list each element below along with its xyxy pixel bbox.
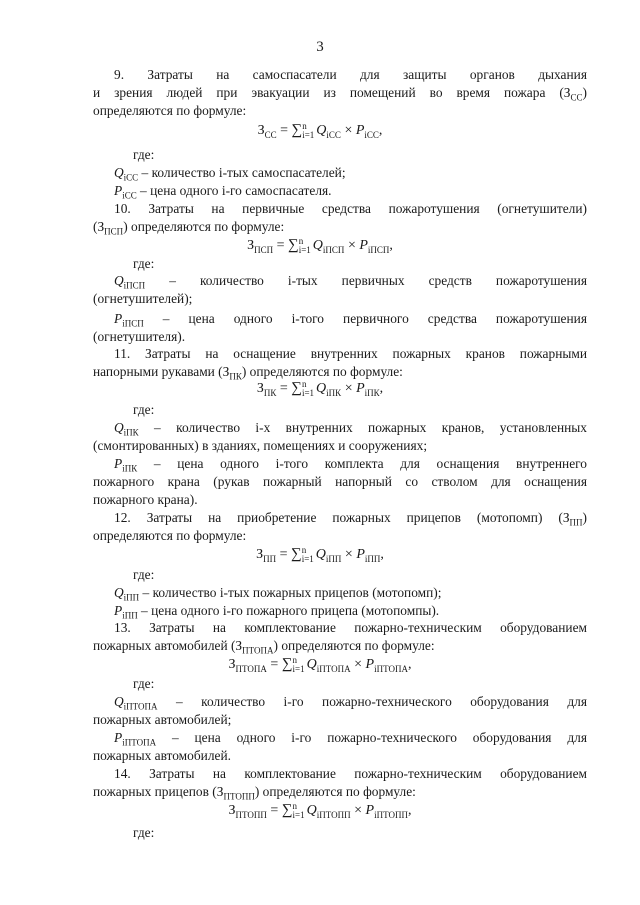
s9-line-1: 9. Затраты на самоспасатели для защиты органов дыхания (114, 67, 587, 82)
s12-line-1: 12. Затраты на приобретение пожарных прицепов (мотопомп) $(З_{ПП})$ (114, 510, 587, 528)
s10-def-p-cont: (огнетушителя). (93, 329, 186, 344)
s10-def-p: $P_{iПСП}$ – цена одного i-того первичного средства пожаротушения (114, 311, 587, 329)
s10-where-label: где: (133, 256, 155, 271)
s9-def-q: $Q_{iСС}$ – количество i-тых самоспасателей; (114, 165, 346, 183)
s10-def-q-cont: (огнетушителей); (93, 291, 193, 306)
s13-line-2: пожарных автомобилей $(З_{ПТОПА})$ определяются по формуле: (93, 638, 435, 656)
s11-def-q: $Q_{iПК}$ – количество i-х внутренних пожарных кранов, установленных (114, 420, 587, 438)
s11-line-1: 11. Затраты на оснащение внутренних пожарных кранов пожарными (114, 346, 587, 361)
s9-formula: $З_{СС}$ = ∑ n i=1 $Q_{iСС} \times P_{iСС}$, (257, 121, 383, 141)
s12-formula: $З_{ПП}$ = ∑ n i=1 $Q_{iПП} \times P_{iПП}$, (256, 545, 384, 565)
s14-line-2: пожарных прицепов $(З_{ПТОПП})$ определяются по формуле: (93, 784, 416, 802)
s14-where-label: где: (133, 825, 155, 840)
s11-line-2: напорными рукавами $(З_{ПК})$ определяются по формуле: (93, 364, 403, 382)
s9-line-2: и зрения людей при эвакуации из помещений во время пожара $(З_{СС})$ (93, 85, 587, 103)
s11-def-q-cont: (смонтированных) в зданиях, помещениях и сооружениях; (93, 438, 428, 453)
s11-def-p-cont: пожарного крана (рукав пожарный напорный со стволом для оснащения (93, 474, 587, 489)
page-number: 3 (316, 39, 324, 55)
s9-def-p: $P_{iСС}$ – цена одного i-го самоспасателя. (114, 183, 332, 201)
s10-line-1: 10. Затраты на первичные средства пожаротушения (огнетушители) (114, 201, 587, 216)
s10-formula: $З_{ПСП}$ = ∑ n i=1 $Q_{iПСП} \times P_{iПСП}$, (247, 236, 393, 256)
s11-def-p: $P_{iПК}$ – цена одного i-того комплекта для оснащения внутреннего (114, 456, 587, 474)
s11-def-p-cont-2: пожарного крана). (93, 492, 198, 507)
s14-line-1: 14. Затраты на комплектование пожарно-техническим оборудованием (114, 766, 587, 781)
s12-def-p: $P_{iПП}$ – цена одного i-го пожарного прицепа (мотопомпы). (114, 603, 440, 621)
s12-def-q: $Q_{iПП}$ – количество i-тых пожарных прицепов (мотопомп); (114, 585, 442, 603)
s10-def-q: $Q_{iПСП}$ – количество i-тых первичных средств пожаротушения (114, 273, 587, 291)
s11-formula: $З_{ПК}$ = ∑ n i=1 $Q_{iПК} \times P_{iПК}$, (256, 379, 384, 399)
s13-def-q: $Q_{iПТОПА}$ – количество i-го пожарно-технического оборудования для (114, 694, 587, 712)
s13-formula: $З_{ПТОПА}$ = ∑ n i=1 $Q_{iПТОПА} \times P_{iПТОПА}$, (228, 655, 412, 675)
s14-formula: $З_{ПТОПП}$ = ∑ n i=1 $Q_{iПТОПП} \times P_{iПТОПП}$, (228, 801, 412, 821)
s13-line-1: 13. Затраты на комплектование пожарно-техническим оборудованием (114, 620, 587, 635)
s12-line-2: определяются по формуле: (93, 528, 247, 543)
s13-where-label: где: (133, 676, 155, 691)
s13-def-p-cont: пожарных автомобилей. (93, 748, 231, 763)
s12-where-label: где: (133, 567, 155, 582)
s13-def-p: $P_{iПТОПА}$ – цена одного i-го пожарно-технического оборудования для (114, 730, 587, 748)
s13-def-q-cont: пожарных автомобилей; (93, 712, 232, 727)
s10-line-2: $(З_{ПСП})$ определяются по формуле: (93, 219, 285, 237)
s9-where-label: где: (133, 147, 155, 162)
s9-line-3: определяются по формуле: (93, 103, 247, 118)
s11-where-label: где: (133, 402, 155, 417)
